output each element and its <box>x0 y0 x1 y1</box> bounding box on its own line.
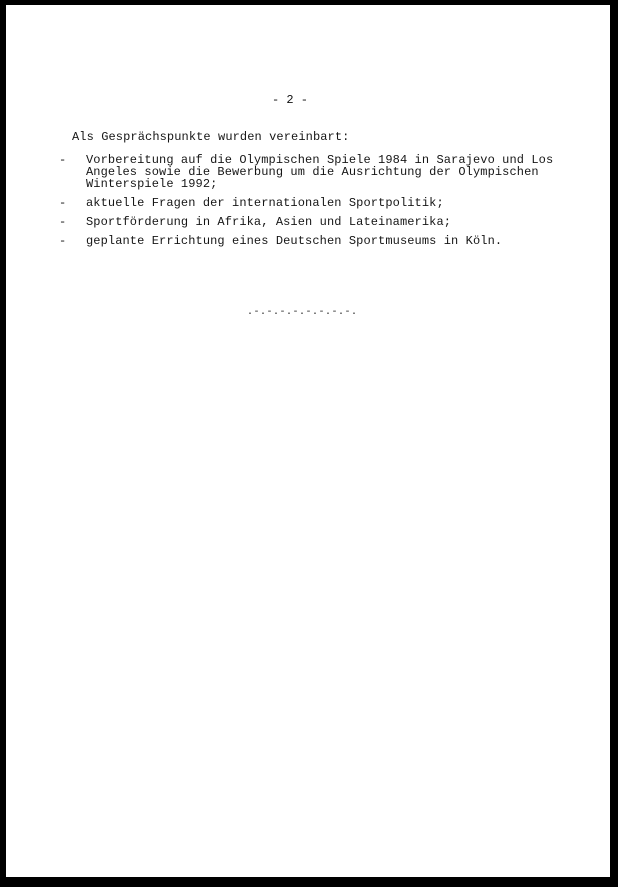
list-item <box>59 197 553 209</box>
list-item-line: Angeles sowie die Bewerbung um die Ausrichtung der Olympischen <box>86 165 539 179</box>
paper-sheet <box>6 5 610 877</box>
bullet-dash: - <box>59 215 67 229</box>
list-item <box>59 235 553 247</box>
bullet-dash: - <box>59 153 67 167</box>
topic-list <box>59 154 553 254</box>
list-item-line: aktuelle Fragen der internationalen Sportpolitik; <box>86 196 444 210</box>
list-item-line: Winterspiele 1992; <box>86 177 218 191</box>
list-item <box>59 216 553 228</box>
bullet-dash: - <box>59 196 67 210</box>
page-number: - 2 - <box>272 93 309 107</box>
list-item-line: geplante Errichtung eines Deutschen Sportmuseums in Köln. <box>86 234 503 248</box>
list-item <box>59 154 553 190</box>
list-item-line: Sportförderung in Afrika, Asien und Lateinamerika; <box>86 215 452 229</box>
bullet-dash: - <box>59 234 67 248</box>
intro-text: Als Gesprächspunkte wurden vereinbart: <box>72 130 350 144</box>
list-item-line: Vorbereitung auf die Olympischen Spiele 1984 in Sarajevo und Los <box>86 153 554 167</box>
end-of-document-mark: .-.-.-.-.-.-.-.-. <box>247 307 358 318</box>
